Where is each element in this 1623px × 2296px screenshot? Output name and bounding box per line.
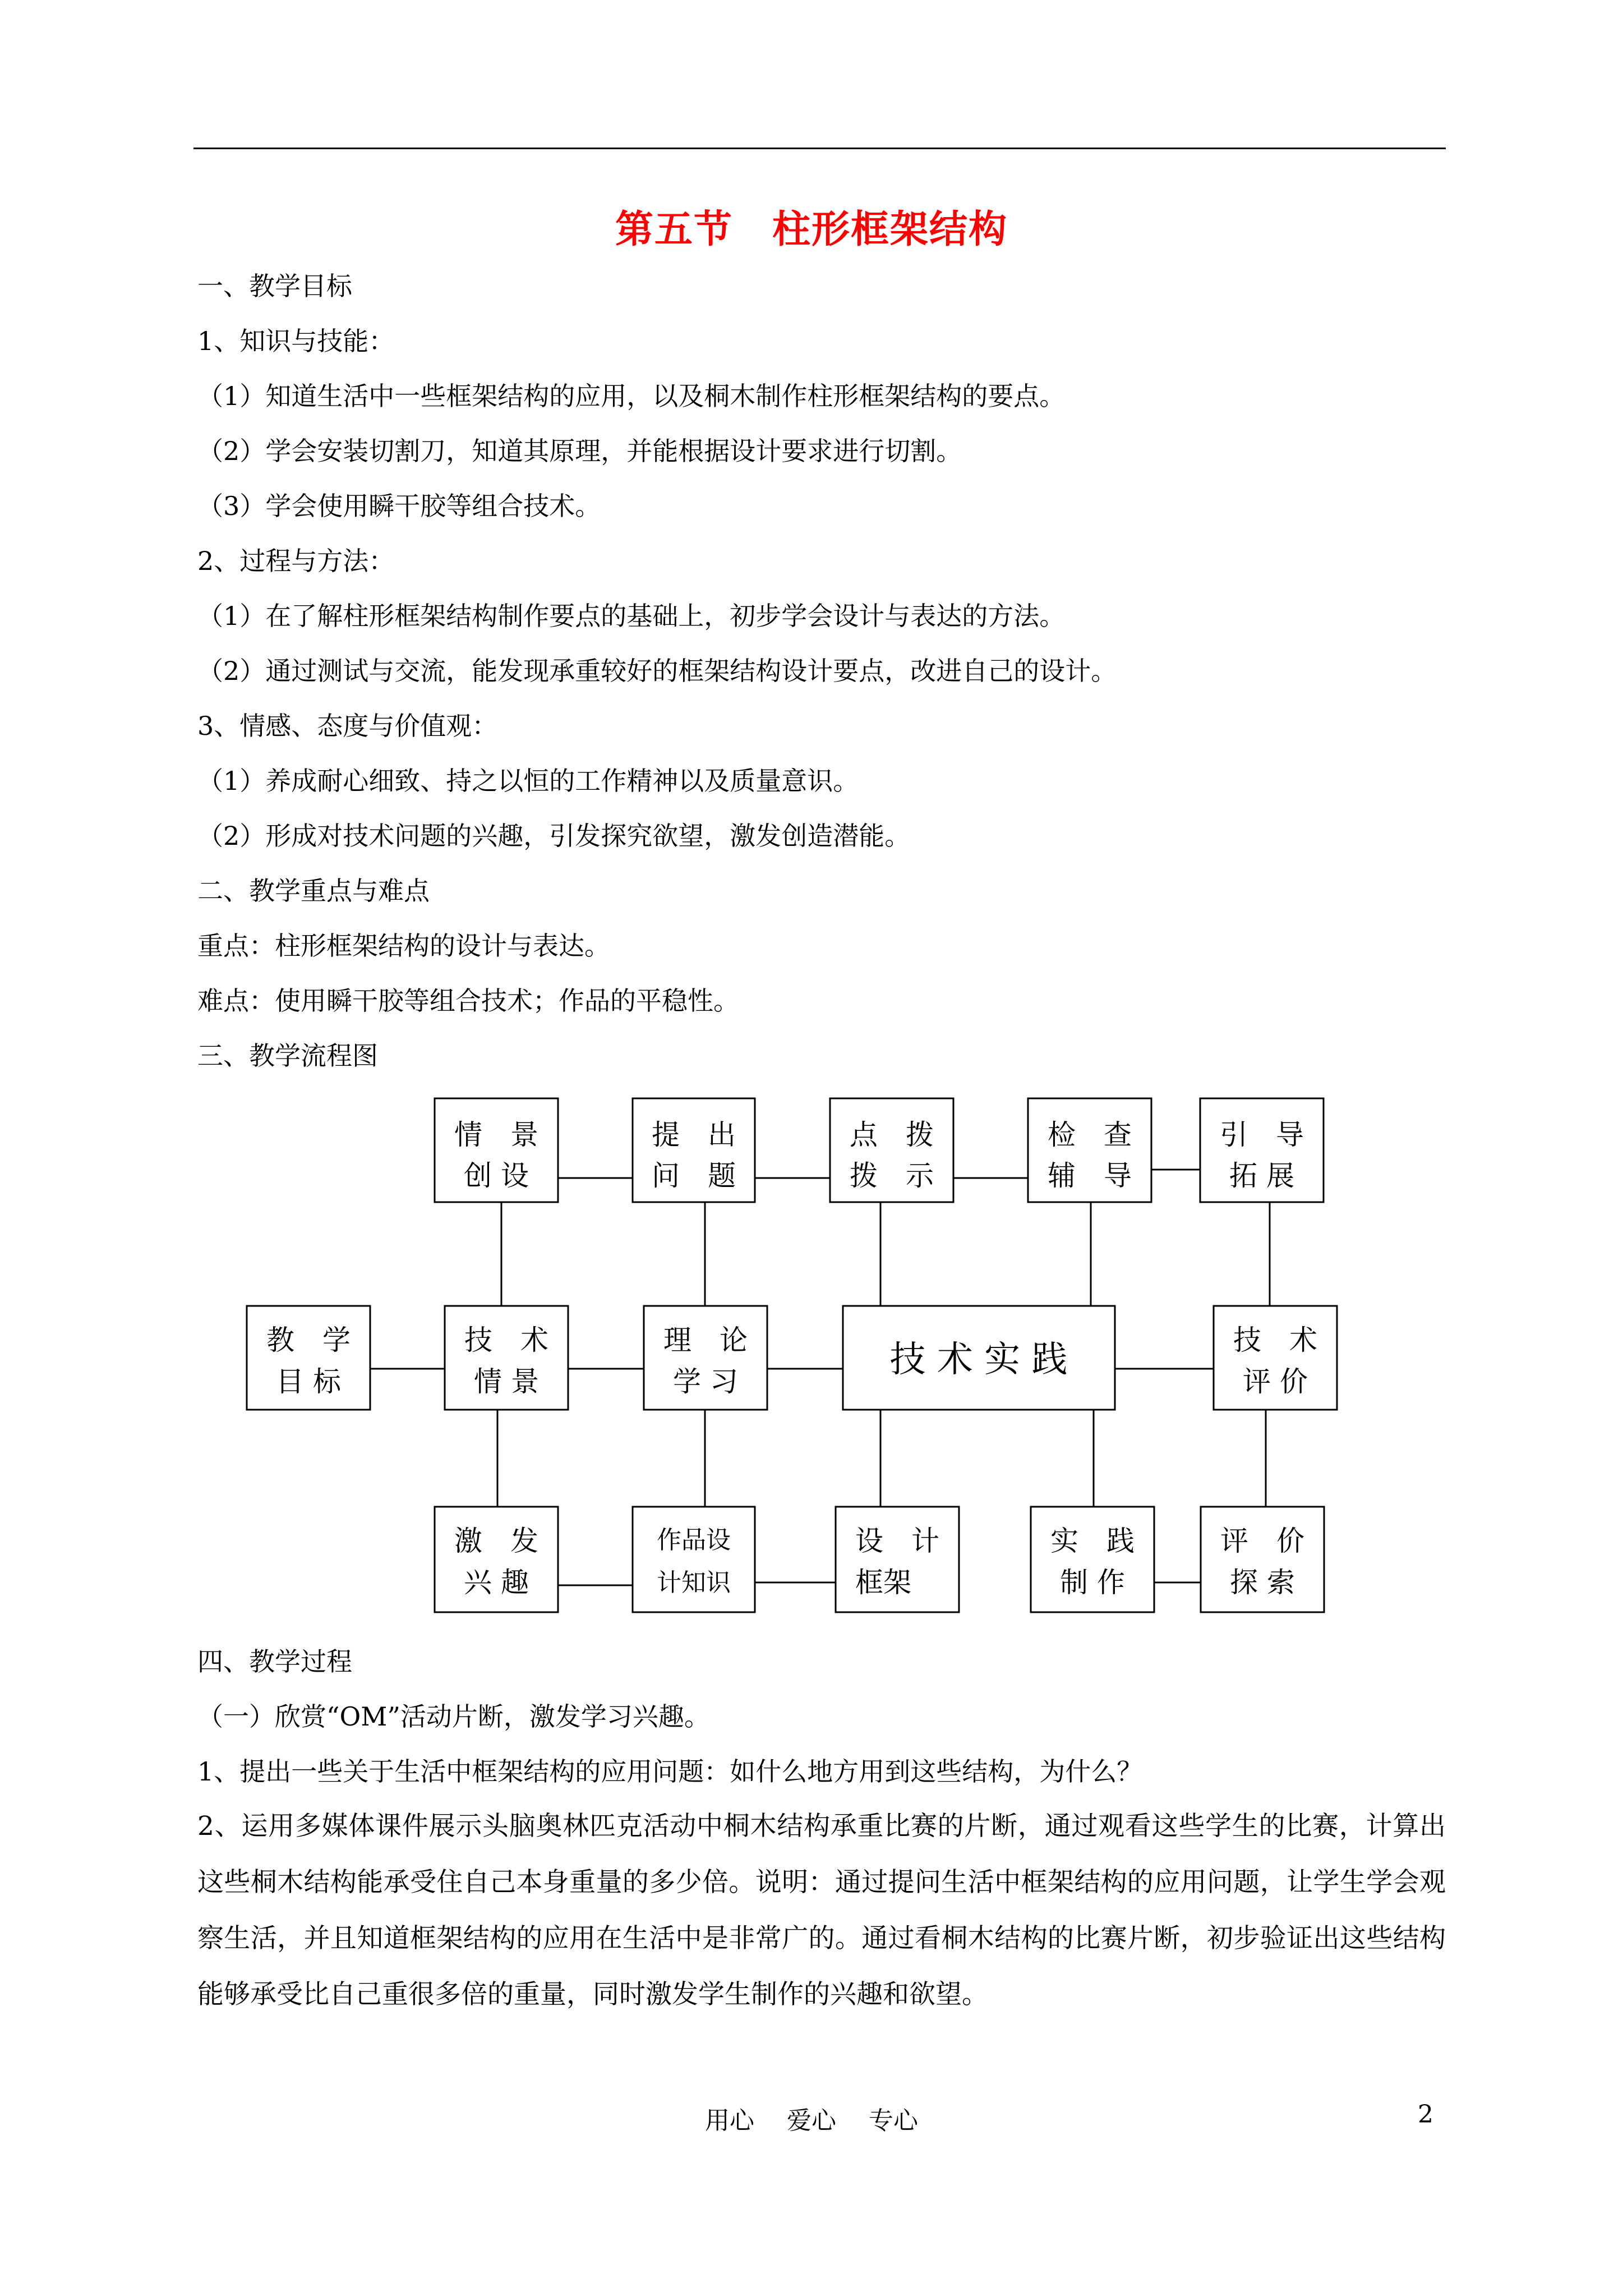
flow-label-main: 技 术 实 践: [889, 1339, 1068, 1381]
flow-label: 拓 展: [1229, 1159, 1294, 1192]
flow-label: 评 价: [1243, 1365, 1308, 1398]
flow-label: 拨 示: [850, 1159, 934, 1192]
flow-label: 点 拨: [850, 1119, 934, 1151]
subheading-knowledge: 1、知识与技能：: [197, 326, 395, 356]
list-item: （2）通过测试与交流，能发现承重较好的框架结构设计要点，改进自己的设计。: [197, 656, 1117, 686]
flow-label: 作品设: [657, 1526, 731, 1554]
subheading-om: （一）欣赏“OM”活动片断，激发学习兴趣。: [197, 1701, 710, 1732]
list-item: （2）学会安装切割刀，知道其原理，并能根据设计要求进行切割。: [197, 436, 962, 466]
flow-label: 计知识: [657, 1568, 731, 1597]
footer-motto: 用心 爱心 专心: [705, 2106, 918, 2135]
flow-label: 学 习: [673, 1365, 738, 1398]
flow-label: 引 导: [1220, 1119, 1304, 1151]
flow-label: 理 论: [663, 1324, 748, 1356]
heading-flowchart: 三、教学流程图: [197, 1041, 378, 1071]
flow-label: 探 索: [1230, 1566, 1295, 1599]
list-item: 1、提出一些关于生活中框架结构的应用问题：如什么地方用到这些结构，为什么？: [197, 1756, 1143, 1787]
keypoint-focus: 重点：柱形框架结构的设计与表达。: [197, 931, 610, 961]
heading-process: 四、教学过程: [197, 1646, 352, 1677]
flow-label: 技 术: [1233, 1324, 1317, 1356]
flow-label: 教 学: [266, 1324, 351, 1356]
heading-objectives: 一、教学目标: [197, 271, 352, 301]
list-item: （1）养成耐心细致、持之以恒的工作精神以及质量意识。: [197, 766, 859, 796]
flow-label: 兴 趣: [464, 1566, 529, 1599]
subheading-attitude: 3、情感、态度与价值观：: [197, 711, 498, 741]
flow-label: 评 价: [1220, 1525, 1304, 1557]
paragraph: 2、运用多媒体课件展示头脑奥林匹克活动中桐木结构承重比赛的片断，通过观看这些学生的比赛，计算出这些桐木结构能承受住自己本身重量的多少倍。说明：通过提问生活中框架结构的应用问题，让学生学会观察生活，并且知道框架结构的应用在生活中是非常广的。通过看桐木结构的比赛片断，初步验证出这些结构能够承受比自己重很多倍的重量，同时激发学生制作的兴趣和欲望。: [197, 1811, 1446, 2010]
page-number: 2: [1418, 2100, 1433, 2129]
flow-label: 实 践: [1050, 1525, 1135, 1557]
flow-label: 技 术: [464, 1324, 548, 1356]
section-title: 第五节 柱形框架结构: [615, 207, 1008, 252]
flow-label: 创 设: [464, 1159, 529, 1192]
subheading-process: 2、过程与方法：: [197, 546, 395, 576]
list-item: （1）知道生活中一些框架结构的应用，以及桐木制作柱形框架结构的要点。: [197, 381, 1066, 411]
flow-label: 辅 导: [1048, 1159, 1132, 1192]
flow-label: 框架: [855, 1566, 911, 1599]
flow-label: 情 景: [474, 1365, 539, 1398]
flow-label: 目 标: [276, 1365, 341, 1398]
flow-label: 制 作: [1060, 1566, 1125, 1599]
list-item: （3）学会使用瞬干胶等组合技术。: [197, 491, 601, 521]
flow-label: 问 题: [652, 1159, 736, 1192]
heading-keypoints: 二、教学重点与难点: [197, 876, 430, 906]
flow-label: 设 计: [855, 1525, 939, 1557]
flow-label: 情 景: [454, 1119, 538, 1151]
flow-label: 提 出: [652, 1119, 736, 1151]
list-item: （2）形成对技术问题的兴趣，引发探究欲望，激发创造潜能。: [197, 821, 911, 851]
flow-label: 激 发: [454, 1525, 538, 1557]
keypoint-difficulty: 难点：使用瞬干胶等组合技术；作品的平稳性。: [197, 986, 739, 1016]
list-item: （1）在了解柱形框架结构制作要点的基础上，初步学会设计与表达的方法。: [197, 601, 1066, 631]
flow-label: 检 查: [1048, 1119, 1132, 1151]
